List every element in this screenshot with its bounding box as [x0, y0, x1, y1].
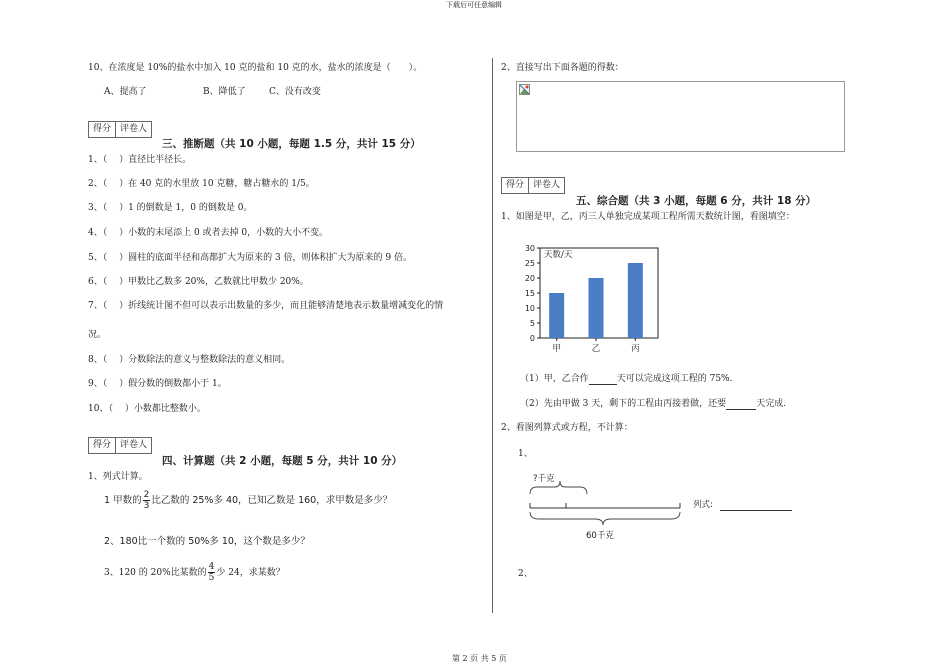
section-5-title: 五、综合题（共 3 小题，每题 6 分，共计 18 分）: [576, 195, 817, 207]
equation-question: 2、看图列算式或方程，不计算：: [501, 423, 633, 433]
y-tick-label: 20: [524, 274, 535, 283]
fill-1-text-a: （1）甲，乙合作: [520, 374, 589, 384]
sub-question-1: 1、: [518, 449, 533, 459]
y-tick-label: 5: [529, 319, 535, 328]
segment-bottom-label: 60千克: [586, 531, 614, 541]
bottom-brace: [530, 512, 680, 525]
sub-question-2: 2、: [518, 569, 533, 579]
grader-label: 评卷人: [115, 438, 151, 453]
grader-label: 评卷人: [115, 122, 151, 137]
judge-item-7: 7、（ ）折线统计图不但可以表示出数量的多少，而且能够清楚地表示数量增减变化的情: [88, 301, 444, 311]
score-box-sec3: [88, 121, 152, 138]
calc-3-text-a: 3、120 的 20%比某数的: [104, 568, 207, 578]
option-b: B、降低了: [203, 87, 246, 97]
bar: [628, 263, 643, 338]
judge-item-1: 1、（ ）直径比半径长。: [88, 155, 192, 165]
fill-1-text-b: 天可以完成这项工程的 75%.: [616, 374, 733, 384]
frac-numerator: 4: [208, 562, 215, 572]
judge-item-5: 5、（ ）圆柱的底面半径和高都扩大为原来的 3 倍，则体积扩大为原来的 9 倍。: [88, 253, 412, 263]
score-box-sec5: [501, 177, 565, 194]
score-label: 得分: [93, 440, 112, 450]
y-tick-label: 25: [524, 259, 535, 268]
y-tick-label: 15: [524, 289, 535, 298]
fill-question-2: [520, 396, 786, 410]
judge-item-4: 4、（ ）小数的末尾添上 0 或者去掉 0，小数的大小不变。: [88, 228, 329, 238]
score-label: 得分: [506, 180, 525, 190]
score-box-sec4: [88, 437, 152, 454]
formula-label: [693, 498, 713, 510]
judge-item-8: 8、（ ）分数除法的意义与整数除法的意义相同。: [88, 355, 291, 365]
option-a: A、提高了: [104, 87, 147, 97]
segment-top-label: ?千克: [533, 474, 555, 484]
bar: [589, 278, 604, 338]
bar-chart: [518, 228, 668, 358]
calc-3-text-b: 少 24，求某数？: [216, 568, 285, 578]
chart-question: 1、如图是甲，乙，丙三人单独完成某项工程所需天数统计图，看图填空：: [501, 212, 795, 222]
broken-image-icon: [519, 84, 530, 95]
frac-denominator: 5: [208, 573, 215, 583]
judge-item-3: 3、（ ）1 的倒数是 1，0 的倒数是 0。: [88, 203, 253, 213]
y-tick-label: 0: [529, 334, 535, 343]
y-tick-label: 10: [524, 304, 535, 313]
calc-question-1: [104, 490, 392, 511]
question-10-prev: 10、在浓度是 10%的盐水中加入 10 克的盐和 10 克的水，盐水的浓度是（ ）。: [88, 63, 423, 73]
section-3-title: 三、推断题（共 10 小题，每题 1.5 分，共计 15 分）: [162, 138, 421, 150]
fill-2-text-b: 天完成.: [756, 399, 787, 409]
section-4-title: 四、计算题（共 2 小题，每题 5 分，共计 10 分）: [162, 455, 403, 467]
page-footer: 第 2 页 共 5 页: [452, 654, 507, 663]
fill-2-text-a: （2）先由甲做 3 天，剩下的工程由丙接着做，还要: [520, 399, 727, 409]
y-axis-label: 天数/天: [544, 250, 573, 260]
x-tick-label: 甲: [552, 344, 561, 354]
image-placeholder-box: [516, 81, 845, 152]
bar: [549, 293, 564, 338]
judge-item-7-cont: 况。: [88, 330, 107, 340]
x-tick-label: 乙: [591, 344, 601, 354]
y-tick-label: 30: [524, 244, 535, 253]
x-tick-label: 丙: [631, 344, 640, 354]
calc-1-text-a: 1 甲数的: [104, 495, 142, 506]
calc-intro: 1、列式计算。: [88, 472, 148, 482]
calc-question-2: 2、180比一个数的 50%多 10，这个数是多少？: [104, 536, 310, 547]
top-note: 下载后可任意编辑: [446, 1, 502, 9]
judge-item-6: 6、（ ）甲数比乙数多 20%，乙数就比甲数少 20%。: [88, 277, 309, 287]
calc-question-3: [104, 562, 285, 583]
fraction-4-5: [208, 562, 216, 583]
formula-answer-line[interactable]: [720, 510, 792, 511]
grader-label: 评卷人: [528, 178, 564, 193]
formula-label-text: 列式:: [693, 500, 713, 510]
judge-item-2: 2、（ ）在 40 克的水里放 10 克糖，糖占糖水的 1/5。: [88, 179, 315, 189]
score-label: 得分: [93, 124, 112, 134]
fill-2-blank[interactable]: [726, 399, 756, 410]
fill-question-1: [520, 371, 732, 385]
fill-1-blank[interactable]: [589, 374, 617, 385]
frac-denominator: 3: [143, 501, 150, 511]
frac-numerator: 2: [143, 490, 150, 500]
option-c: C、没有改变: [269, 87, 321, 97]
judge-item-9: 9、（ ）假分数的倒数都小于 1。: [88, 379, 227, 389]
judge-item-10: 10、（ ）小数都比整数小。: [88, 404, 206, 414]
fraction-2-3: [143, 490, 151, 511]
direct-answer-question: 2、直接写出下面各题的得数：: [501, 63, 624, 73]
column-divider: [492, 58, 493, 613]
calc-1-text-b: 比乙数的 25%多 40，已知乙数是 160，求甲数是多少？: [151, 495, 393, 506]
